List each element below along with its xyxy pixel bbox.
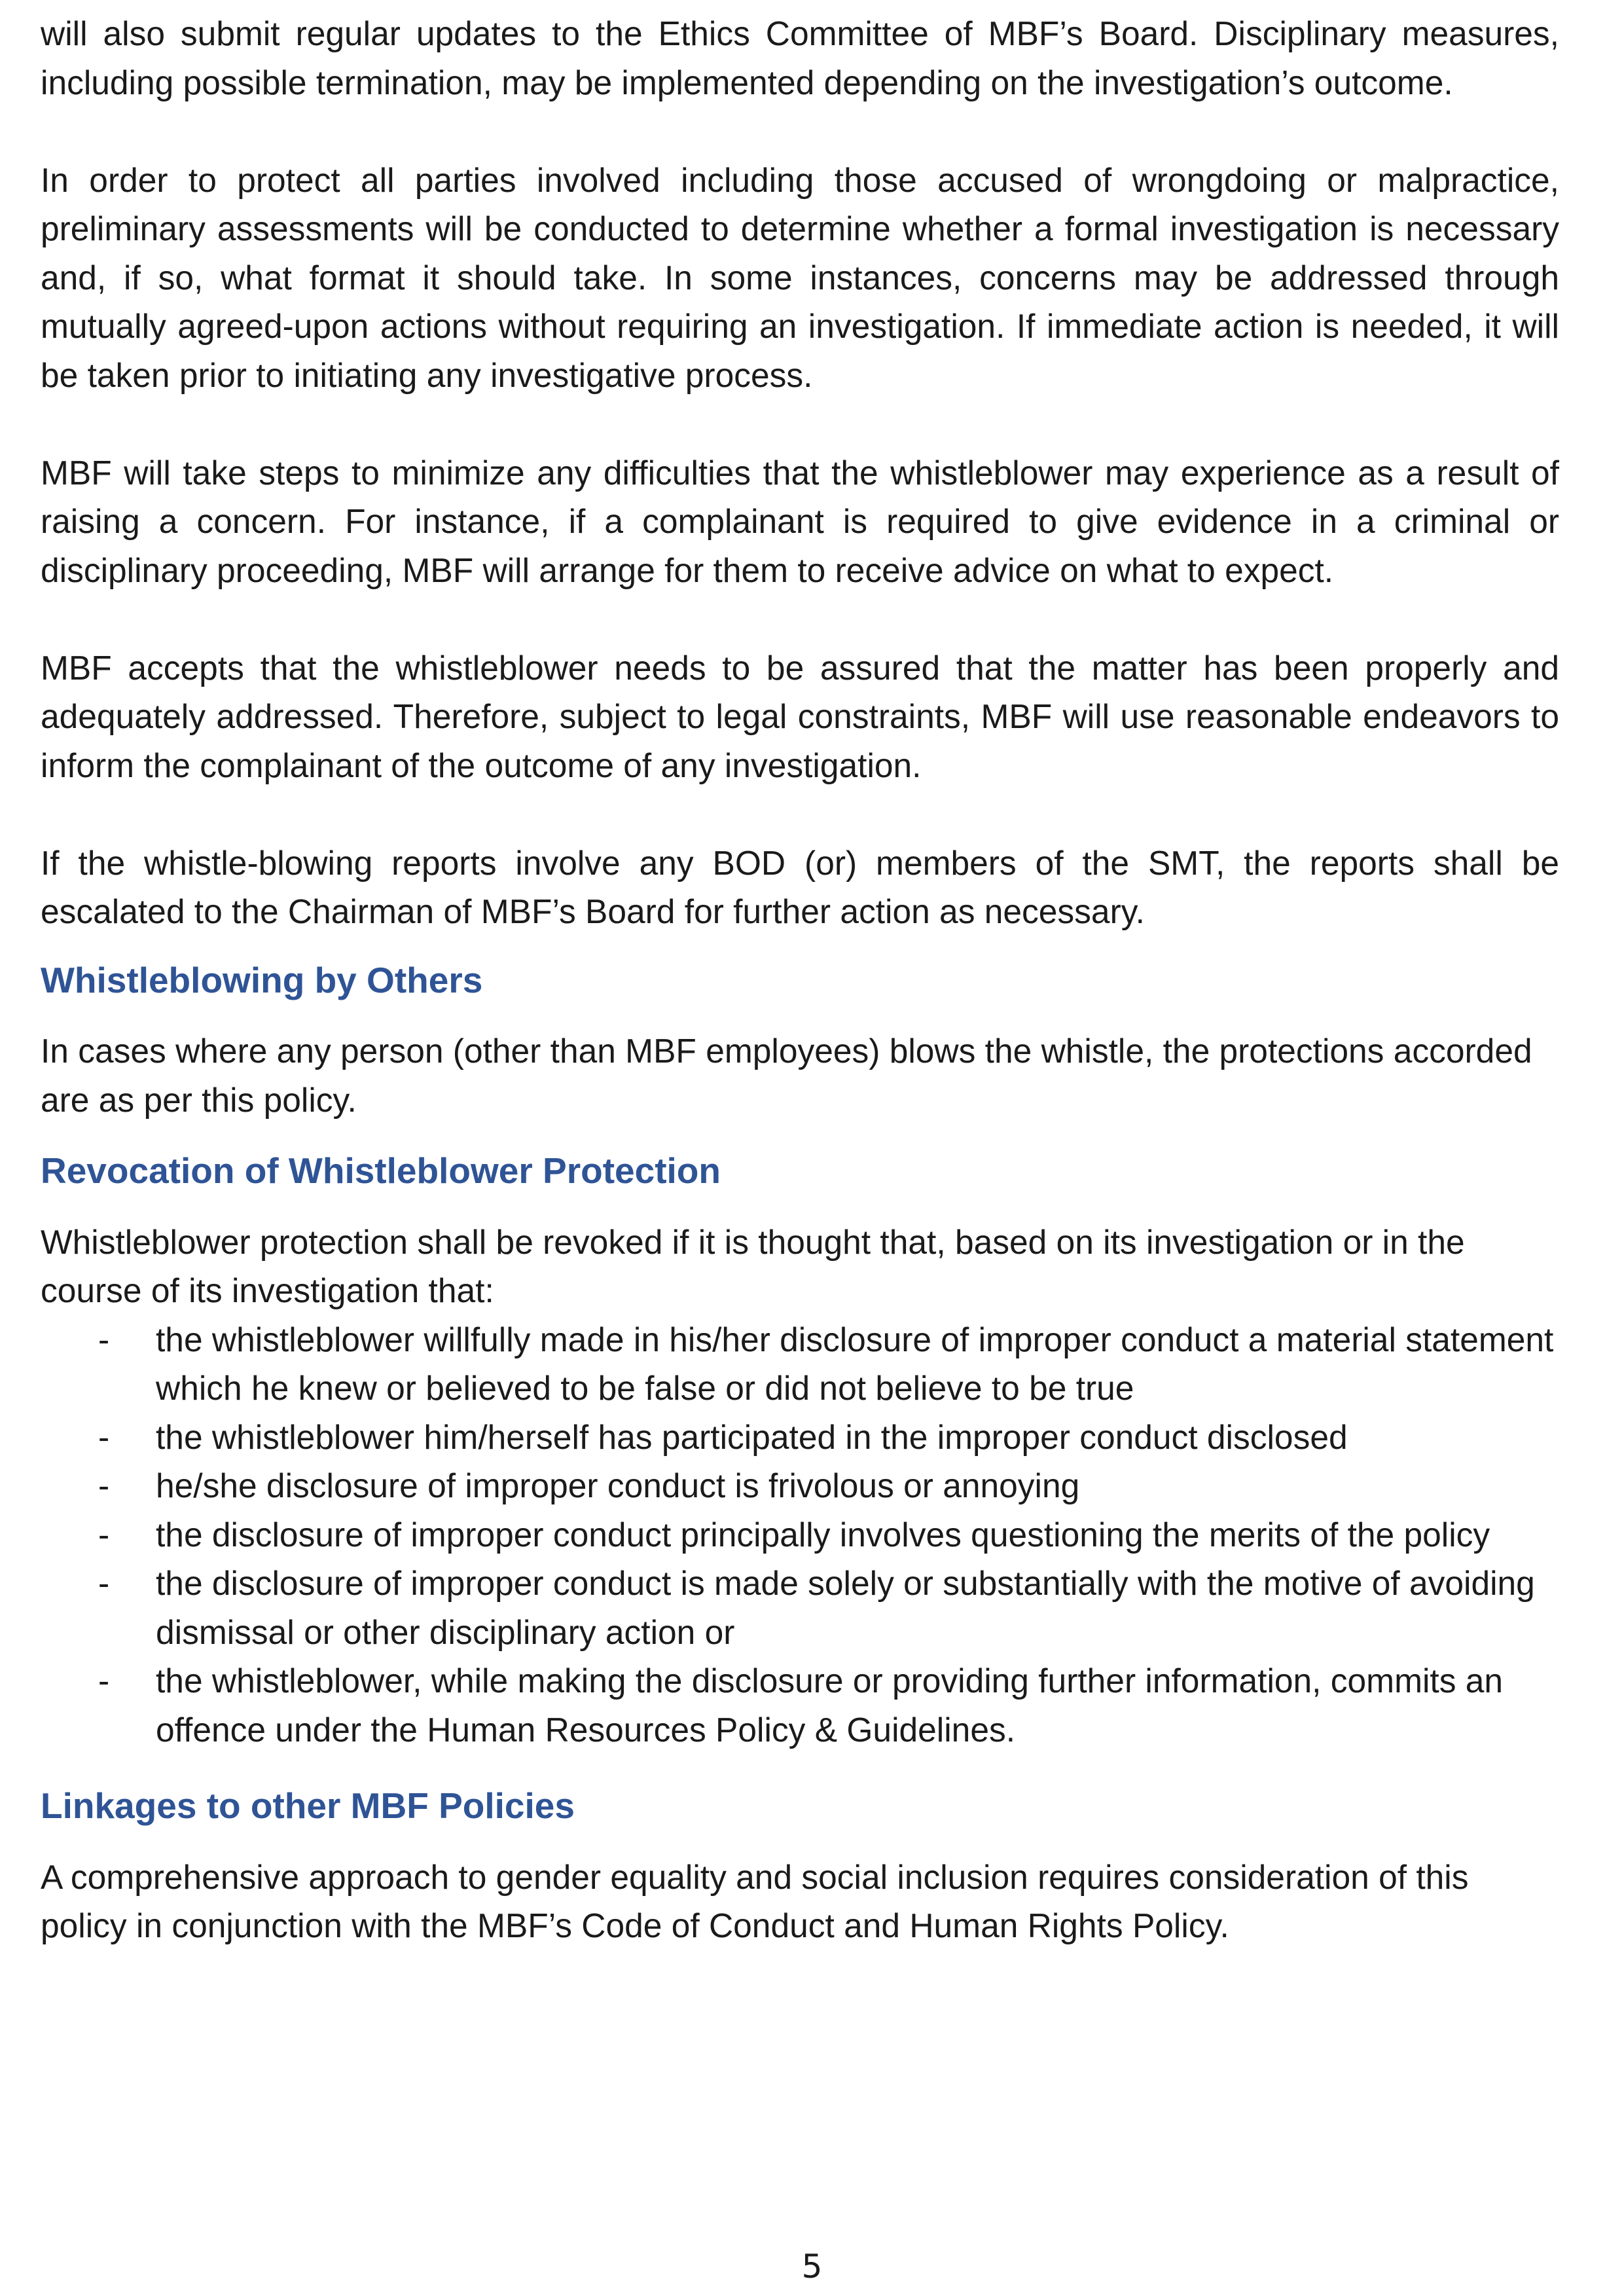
- list-item-text: the disclosure of improper conduct is made solely or substantially with the motive of avoiding dismissal or other disciplinary action or: [156, 1564, 1535, 1651]
- dash-marker: -: [98, 1662, 110, 1700]
- paragraph-outcome-notification: MBF accepts that the whistleblower needs to be assured that the matter has been properly and adequately addressed. Therefore, subject to legal constraints, MBF will use reasonable endeavors to inform the complainant of the outcome of any investigation.: [41, 648, 1559, 784]
- paragraph-escalation: If the whistle-blowing reports involve any BOD (or) members of the SMT, the reports shall be escalated to the Chairman of MBF’s Board for further action as necessary.: [41, 843, 1559, 930]
- heading-revocation: Revocation of Whistleblower Protection: [41, 1150, 721, 1191]
- list-item-text: the whistleblower him/herself has participated in the improper conduct disclosed: [156, 1417, 1348, 1456]
- list-item: [41, 1656, 1559, 1754]
- revocation-list: [41, 1315, 1559, 1755]
- list-item: [41, 1315, 1559, 1413]
- paragraph-linkages: A comprehensive approach to gender equality and social inclusion requires consideration of this policy in conjunction with the MBF’s Code of Conduct and Human Rights Policy.: [41, 1857, 1469, 1944]
- list-item: [41, 1461, 1559, 1510]
- list-item-text: he/she disclosure of improper conduct is frivolous or annoying: [156, 1467, 1080, 1504]
- paragraph-preliminary-assessments: In order to protect all parties involved including those accused of wrongdoing or malpractice, preliminary assessments will be conducted to determine whether a formal investigation is necessary and, if so, what format it should take. In some instances, concerns may be addressed through mutually agreed-upon actions without requiring an investigation. If immediate action is needed, it will be taken prior to initiating any investigative process.: [41, 160, 1559, 394]
- paragraph-minimize-difficulties: MBF will take steps to minimize any difficulties that the whistleblower may experience as a result of raising a concern. For instance, if a complainant is required to give evidence in a criminal or disciplinary proceeding, MBF will arrange for them to receive advice on what to expect.: [41, 453, 1559, 589]
- dash-marker: -: [98, 1467, 110, 1504]
- heading-linkages: Linkages to other MBF Policies: [41, 1785, 575, 1826]
- dash-marker: -: [98, 1320, 110, 1358]
- document-page: [41, 9, 1559, 1950]
- list-item-text: the disclosure of improper conduct principally involves questioning the merits of the policy: [156, 1515, 1490, 1554]
- paragraph-ethics-updates: will also submit regular updates to the Ethics Committee of MBF’s Board. Disciplinary measures, including possible termination, may be implemented depending on the investigation’s outcome.: [41, 14, 1559, 101]
- paragraph-revocation-intro: Whistleblower protection shall be revoked if it is thought that, based on its investigation or in the course of its investigation that:: [41, 1222, 1465, 1309]
- dash-marker: -: [98, 1417, 110, 1456]
- list-item-text: the whistleblower willfully made in his/her disclosure of improper conduct a material statement which he knew or believed to be false or did not believe to be true: [156, 1320, 1554, 1407]
- paragraph-others: In cases where any person (other than MBF employees) blows the whistle, the protections accorded are as per this policy.: [41, 1032, 1532, 1119]
- list-item: [41, 1413, 1559, 1462]
- list-item: [41, 1559, 1559, 1656]
- list-item: [41, 1510, 1559, 1559]
- dash-marker: -: [98, 1515, 110, 1554]
- dash-marker: -: [98, 1564, 110, 1602]
- page-number: 5: [801, 2248, 823, 2286]
- list-item-text: the whistleblower, while making the disclosure or providing further information, commits an offence under the Human Resources Policy & Guidelines.: [156, 1662, 1504, 1749]
- heading-whistleblowing-by-others: Whistleblowing by Others: [41, 959, 483, 1000]
